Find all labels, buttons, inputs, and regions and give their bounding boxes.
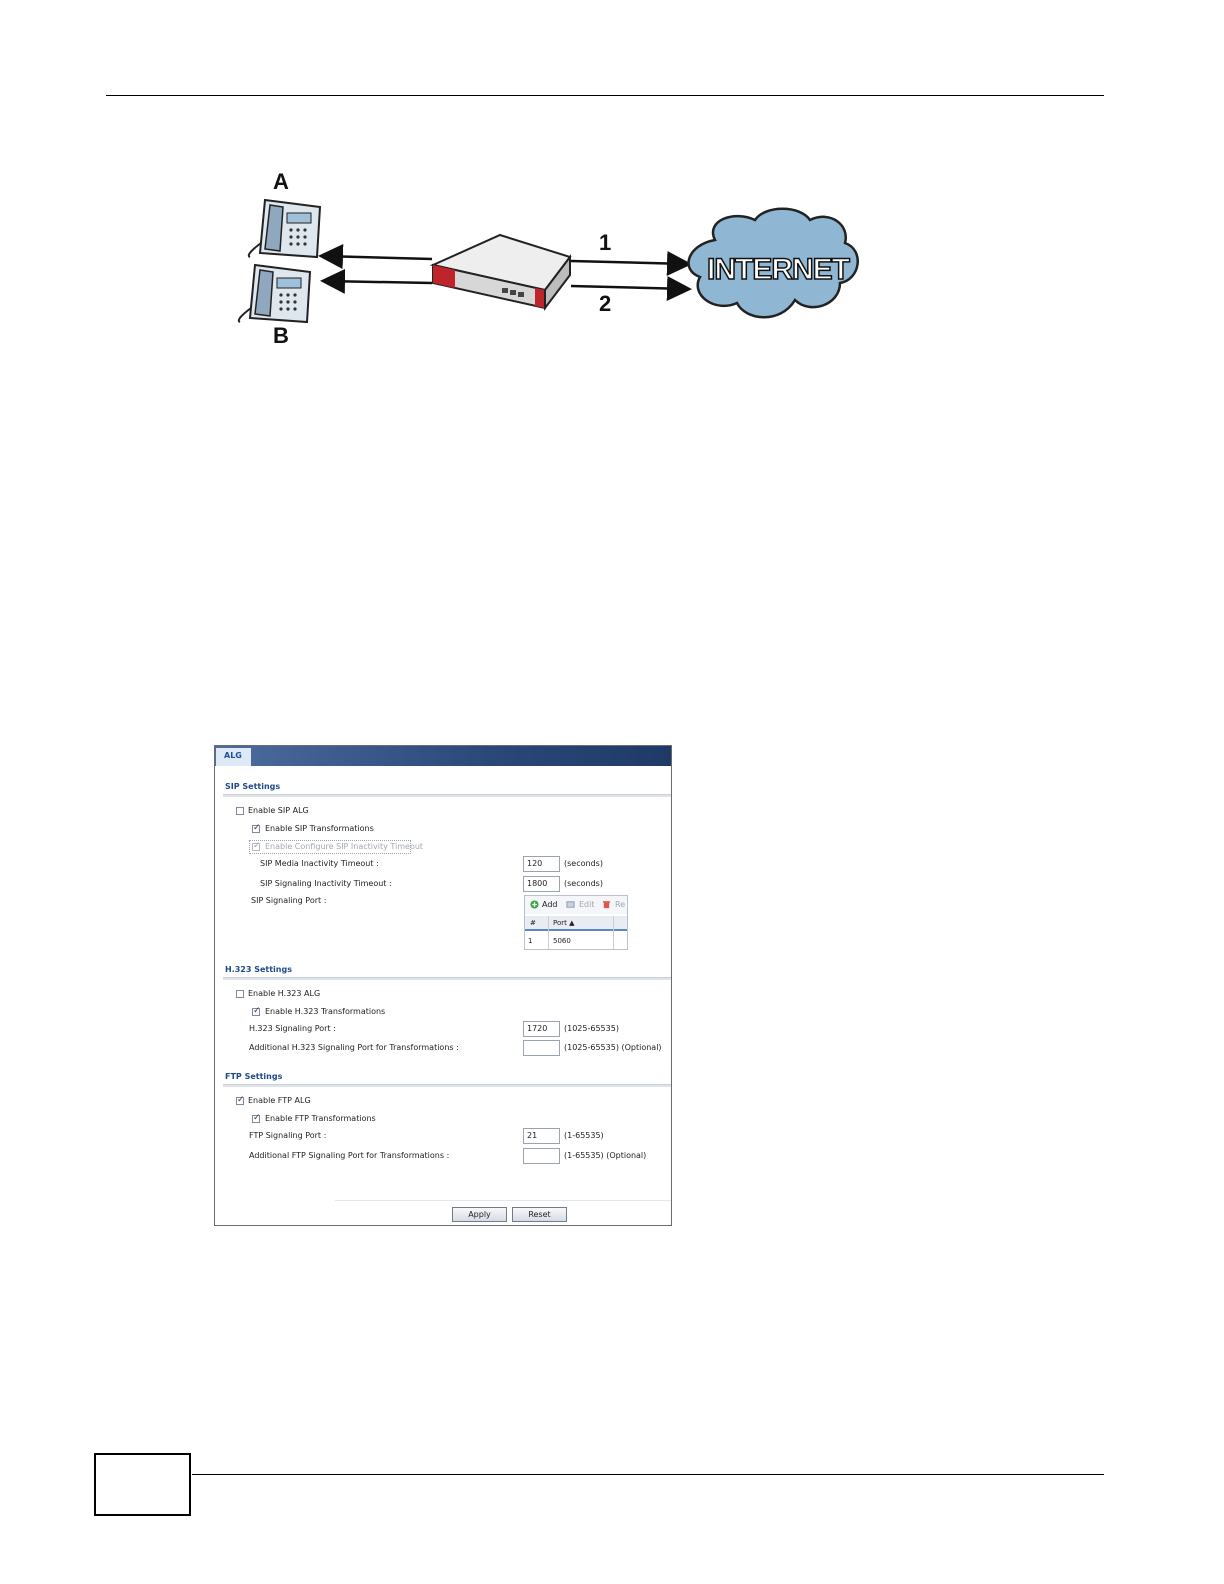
footer-rule	[192, 1474, 1104, 1475]
network-diagram	[225, 165, 875, 355]
router-icon	[433, 235, 570, 308]
enable-ftp-alg-checkbox[interactable]	[236, 1097, 244, 1105]
tab-bar	[215, 746, 671, 766]
alg-panel	[214, 745, 672, 1226]
ftp-settings-heading: FTP Settings	[225, 1072, 283, 1081]
label-a: A	[273, 169, 289, 194]
h323-additional-port-input[interactable]	[523, 1040, 560, 1056]
sip-signaling-timeout-input[interactable]: 1800	[523, 876, 560, 892]
enable-h323-transformations-label: Enable H.323 Transformations	[265, 1007, 386, 1016]
label-b: B	[273, 323, 289, 348]
enable-sip-inactivity-timeout-label: Enable Configure SIP Inactivity Timeout	[265, 842, 424, 851]
enable-sip-alg-checkbox[interactable]	[236, 807, 244, 815]
enable-h323-transformations-checkbox[interactable]	[252, 1008, 260, 1016]
sip-signaling-port-label: SIP Signaling Port :	[251, 896, 327, 905]
enable-sip-inactivity-timeout-checkbox[interactable]	[252, 843, 260, 851]
h323-additional-port-label: Additional H.323 Signaling Port for Transformations :	[249, 1043, 459, 1052]
button-bar-rule	[335, 1200, 671, 1201]
remove-icon[interactable]	[602, 900, 611, 909]
reset-button[interactable]: Reset	[512, 1207, 567, 1222]
phone-a-icon	[249, 200, 320, 257]
ftp-additional-port-input[interactable]	[523, 1148, 560, 1164]
enable-ftp-alg-label: Enable FTP ALG	[248, 1096, 311, 1105]
col-divider	[548, 916, 549, 949]
enable-h323-alg-checkbox[interactable]	[236, 990, 244, 998]
col-divider	[613, 916, 614, 949]
label-2: 2	[599, 291, 612, 316]
enable-ftp-transformations-checkbox[interactable]	[252, 1115, 260, 1123]
sip-media-timeout-label: SIP Media Inactivity Timeout :	[260, 859, 379, 868]
enable-sip-alg-label: Enable SIP ALG	[248, 806, 309, 815]
arrow-1	[571, 261, 687, 264]
port-table-header	[525, 916, 627, 931]
enable-sip-transformations-label: Enable SIP Transformations	[265, 824, 374, 833]
sip-media-timeout-input[interactable]: 120	[523, 856, 560, 872]
tab-alg[interactable]: ALG	[216, 748, 251, 766]
sip-media-timeout-unit: (seconds)	[564, 859, 603, 868]
enable-ftp-transformations-label: Enable FTP Transformations	[265, 1114, 376, 1123]
col-number-header: #	[530, 919, 536, 927]
enable-h323-alg-label: Enable H.323 ALG	[248, 989, 321, 998]
label-1: 1	[599, 230, 612, 255]
row-number: 1	[528, 937, 533, 945]
h323-settings-heading: H.323 Settings	[225, 965, 292, 974]
internet-label: INTERNET	[707, 253, 849, 286]
arrow-2	[571, 286, 687, 289]
add-button[interactable]: Add	[542, 900, 558, 909]
arrow-to-b	[325, 281, 432, 283]
row-port: 5060	[553, 937, 571, 945]
h323-signaling-port-input[interactable]: 1720	[523, 1021, 560, 1037]
remove-button[interactable]: Re	[615, 900, 626, 909]
port-table-toolbar	[525, 896, 627, 914]
h323-signaling-port-label: H.323 Signaling Port :	[249, 1024, 336, 1033]
ftp-signaling-port-label: FTP Signaling Port :	[249, 1131, 327, 1140]
phone-b-icon	[239, 265, 310, 322]
edit-icon[interactable]	[566, 900, 575, 909]
sip-port-table	[524, 895, 628, 950]
sip-signaling-timeout-label: SIP Signaling Inactivity Timeout :	[260, 879, 392, 888]
sip-settings-heading: SIP Settings	[225, 782, 281, 791]
edit-button[interactable]: Edit	[579, 900, 595, 909]
page-number-box	[94, 1453, 191, 1516]
ftp-additional-port-label: Additional FTP Signaling Port for Transformations :	[249, 1151, 450, 1160]
apply-button[interactable]: Apply	[452, 1207, 507, 1222]
ftp-section-rule	[223, 1084, 671, 1087]
sip-signaling-timeout-unit: (seconds)	[564, 879, 603, 888]
arrow-to-a	[323, 256, 432, 259]
col-port-header[interactable]: Port ▲	[553, 919, 575, 927]
add-icon[interactable]	[530, 900, 539, 909]
ftp-signaling-port-input[interactable]: 21	[523, 1128, 560, 1144]
ftp-signaling-port-range: (1-65535)	[564, 1131, 604, 1140]
ftp-additional-port-range: (1-65535) (Optional)	[564, 1151, 647, 1160]
h323-additional-port-range: (1025-65535) (Optional)	[564, 1043, 662, 1052]
h323-signaling-port-range: (1025-65535)	[564, 1024, 619, 1033]
sip-section-rule	[223, 794, 671, 797]
enable-sip-transformations-checkbox[interactable]	[252, 825, 260, 833]
header-rule	[106, 95, 1104, 96]
h323-section-rule	[223, 977, 671, 980]
